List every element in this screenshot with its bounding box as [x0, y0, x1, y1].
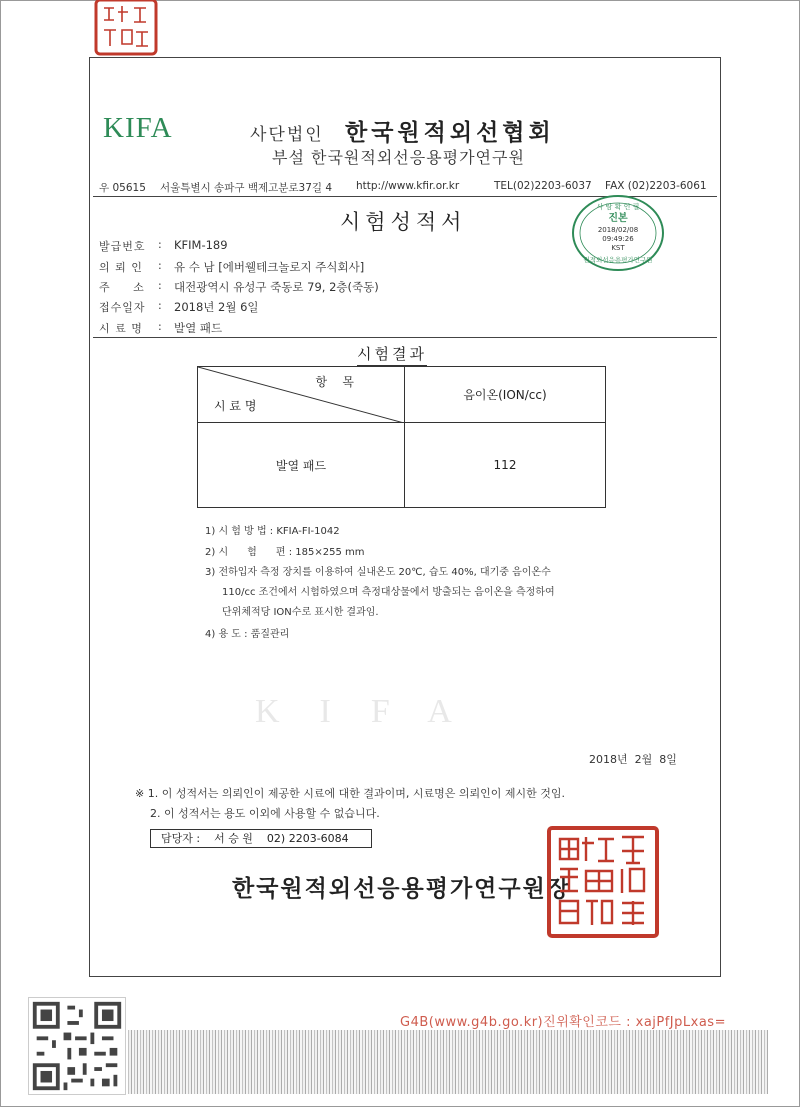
- info-label-issue-number: 발급번호: [99, 240, 146, 253]
- contact-box: 담당자 : 서 승 원 02) 2203-6084: [150, 829, 372, 848]
- info-colon: :: [158, 279, 162, 292]
- org-name: 한국원적외선협회: [345, 120, 555, 146]
- website: http://www.kfir.or.kr: [356, 180, 460, 192]
- institute-name: 부설 한국원적외선응용평가연구원: [272, 148, 525, 167]
- note-conditions-line3: 단위체적당 ION수로 표시한 결과임.: [222, 607, 379, 618]
- telephone: TEL(02)2203-6037: [494, 180, 592, 192]
- info-value-sample: 발열 패드: [174, 321, 223, 335]
- note-conditions-line2: 110/cc 조건에서 시험하였으며 측정대상물에서 방출되는 음이온을 측정하여: [222, 587, 555, 598]
- table-header-diagonal-cell: [198, 367, 405, 423]
- top-seal-icon: [92, 0, 160, 60]
- info-value-client: 유 수 남 [에버웰테크놀로지 주식회사]: [174, 260, 365, 274]
- stamp-tz: KST: [611, 244, 625, 252]
- stamp-top-text: 사 람 확 인 필: [596, 203, 640, 211]
- info-value-received-date: 2018년 2월 6일: [174, 300, 259, 314]
- info-value-address: 대전광역시 유성구 죽동로 79, 2층(죽동): [174, 280, 379, 294]
- address: 서울특별시 송파구 백제고분로37길 4: [160, 182, 333, 194]
- info-divider: [93, 337, 717, 338]
- security-pattern: [128, 1030, 768, 1094]
- footnote-1: ※ 1. 이 성적서는 의뢰인이 제공한 시료에 대한 결과이며, 시료명은 의뢰인이 제시한 것임.: [135, 787, 565, 800]
- info-colon: :: [158, 259, 162, 272]
- info-colon: :: [158, 299, 162, 312]
- footnote-2: 2. 이 성적서는 용도 이외에 사용할 수 없습니다.: [150, 807, 380, 820]
- note-specimen: 2) 시 험 편 : 185×255 mm: [205, 547, 365, 558]
- info-colon: :: [158, 320, 162, 333]
- info-label-received-date: 접수일자: [99, 301, 146, 314]
- table-cell-sample: 발열 패드: [198, 423, 405, 508]
- info-label-address: 주 소: [99, 281, 145, 294]
- table-header-item: 항 목: [315, 375, 354, 389]
- info-label-client: 의 뢰 인: [99, 261, 143, 274]
- signature-title: 한국원적외선응용평가연구원장: [232, 876, 572, 902]
- info-colon: :: [158, 238, 162, 251]
- results-title: 시험결과: [357, 343, 427, 366]
- table-cell-value: 112: [405, 423, 606, 508]
- stamp-label: 진본: [608, 213, 628, 224]
- watermark: KIFA: [255, 693, 492, 730]
- kifa-logo: KIFA: [103, 112, 173, 144]
- stamp-bottom-text: 원적외선응용평가연구원: [583, 256, 653, 264]
- table-header-sample: 시 료 명: [214, 399, 257, 413]
- stamp-date: 2018/02/08: [597, 226, 639, 234]
- table-header-value: 음이온(ION/cc): [405, 367, 606, 423]
- fax: FAX (02)2203-6061: [605, 180, 707, 192]
- info-value-issue-number: KFIM-189: [174, 238, 228, 252]
- note-test-method: 1) 시 험 방 법 : KFIA-FI-1042: [205, 526, 340, 537]
- info-label-sample: 시 료 명: [99, 322, 143, 335]
- verification-code: G4B(www.g4b.go.kr)진위확인코드 : xajPfJpLxas=: [400, 1015, 726, 1030]
- document-title: 시험성적서: [340, 210, 467, 234]
- official-seal-icon: [546, 825, 660, 939]
- table-row: [198, 423, 606, 508]
- diagonal-line: [198, 367, 404, 423]
- org-prefix: 사단법인: [250, 125, 324, 145]
- note-conditions-line1: 3) 전하입자 측정 장치를 이용하여 실내온도 20℃, 습도 40%, 대기중 음이온수: [205, 567, 551, 578]
- approval-stamp: [568, 192, 668, 274]
- issue-date: 2018년 2월 8일: [589, 753, 677, 766]
- postal-code: 우 05615: [99, 182, 146, 194]
- qr-code-icon: [28, 997, 126, 1095]
- note-purpose: 4) 용 도 : 품질관리: [205, 629, 290, 640]
- stamp-time: 09:49:26: [602, 235, 634, 243]
- results-table: [197, 366, 606, 508]
